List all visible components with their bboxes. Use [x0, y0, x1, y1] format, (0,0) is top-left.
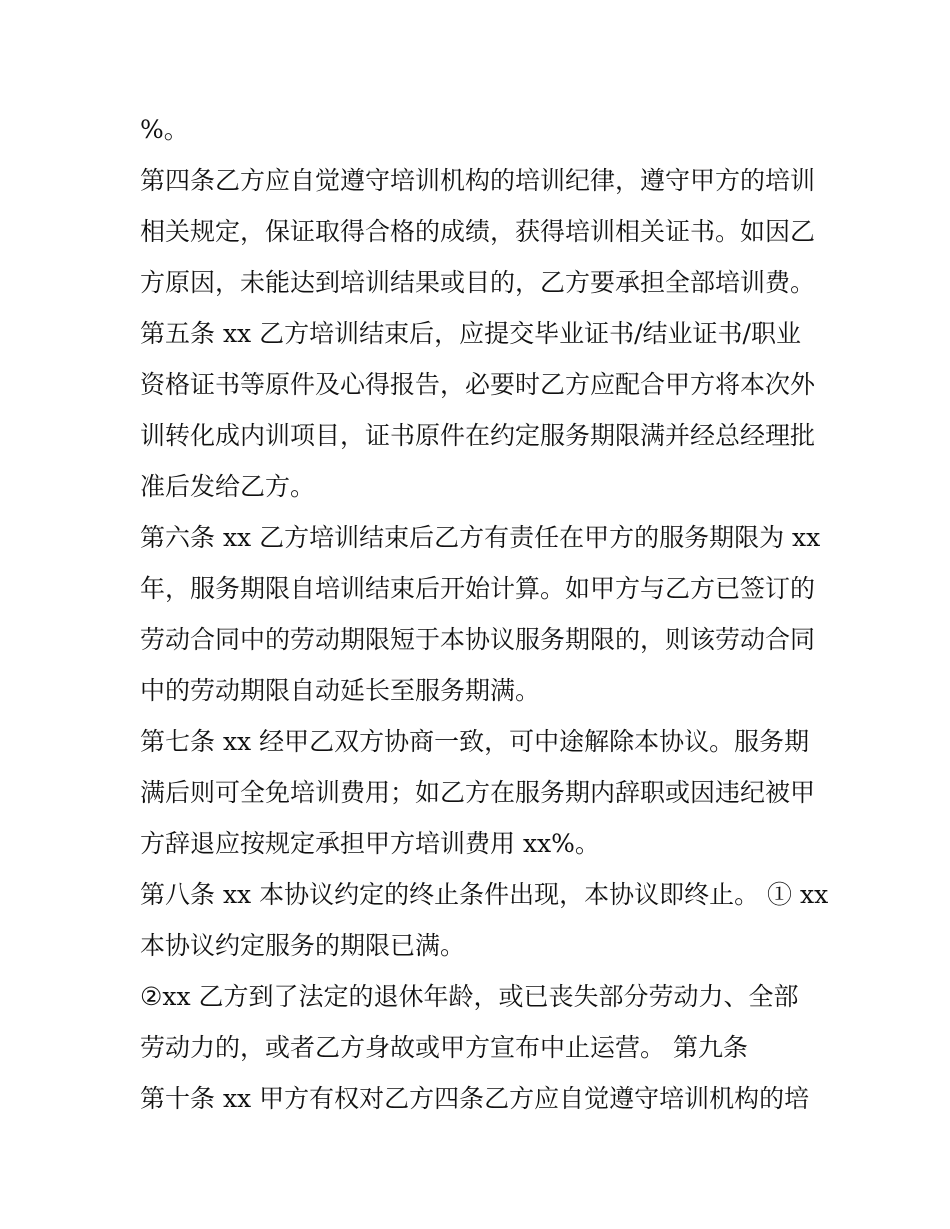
- text-line: 方原因，未能达到培训结果或目的，乙方要承担全部培训费。: [140, 268, 816, 297]
- text-line: 中的劳动期限自动延长至服务期满。: [140, 676, 541, 705]
- text-line: 准后发给乙方。: [140, 472, 316, 501]
- text-line: 第四条乙方应自觉遵守培训机构的培训纪律，遵守甲方的培训: [140, 166, 816, 195]
- document-body: [140, 104, 829, 1124]
- text-line: 劳动合同中的劳动期限短于本协议服务期限的，则该劳动合同: [140, 625, 816, 654]
- text-line: 资格证书等原件及心得报告，必要时乙方应配合甲方将本次外: [140, 370, 816, 399]
- text-line: 第六条 xx 乙方培训结束后乙方有责任在甲方的服务期限为 xx: [140, 523, 821, 552]
- text-line: 年，服务期限自培训结束后开始计算。如甲方与乙方已签订的: [140, 574, 816, 603]
- text-line: 第十条 xx 甲方有权对乙方四条乙方应自觉遵守培训机构的培: [140, 1084, 810, 1113]
- text-line: 训转化成内训项目，证书原件在约定服务期限满并经总经理批: [140, 421, 816, 450]
- text-line: 第七条 xx 经甲乙双方协商一致，可中途解除本协议。服务期: [140, 727, 810, 756]
- text-line: 第五条 xx 乙方培训结束后，应提交毕业证书/结业证书/职业: [140, 319, 801, 348]
- text-line: 相关规定，保证取得合格的成绩，获得培训相关证书。如因乙: [140, 217, 816, 246]
- text-line: 满后则可全免培训费用；如乙方在服务期内辞职或因违纪被甲: [140, 778, 816, 807]
- text-line: 劳动力的，或者乙方身故或甲方宣布中止运营。 第九条: [140, 1033, 748, 1062]
- text-line: %。: [140, 115, 189, 144]
- text-line: 本协议约定服务的期限已满。: [140, 931, 466, 960]
- text-line: 方辞退应按规定承担甲方培训费用 xx%。: [140, 829, 600, 858]
- text-line: ②xx 乙方到了法定的退休年龄，或已丧失部分劳动力、全部: [140, 982, 799, 1011]
- text-line: 第八条 xx 本协议约定的终止条件出现，本协议即终止。 ① xx: [140, 880, 829, 909]
